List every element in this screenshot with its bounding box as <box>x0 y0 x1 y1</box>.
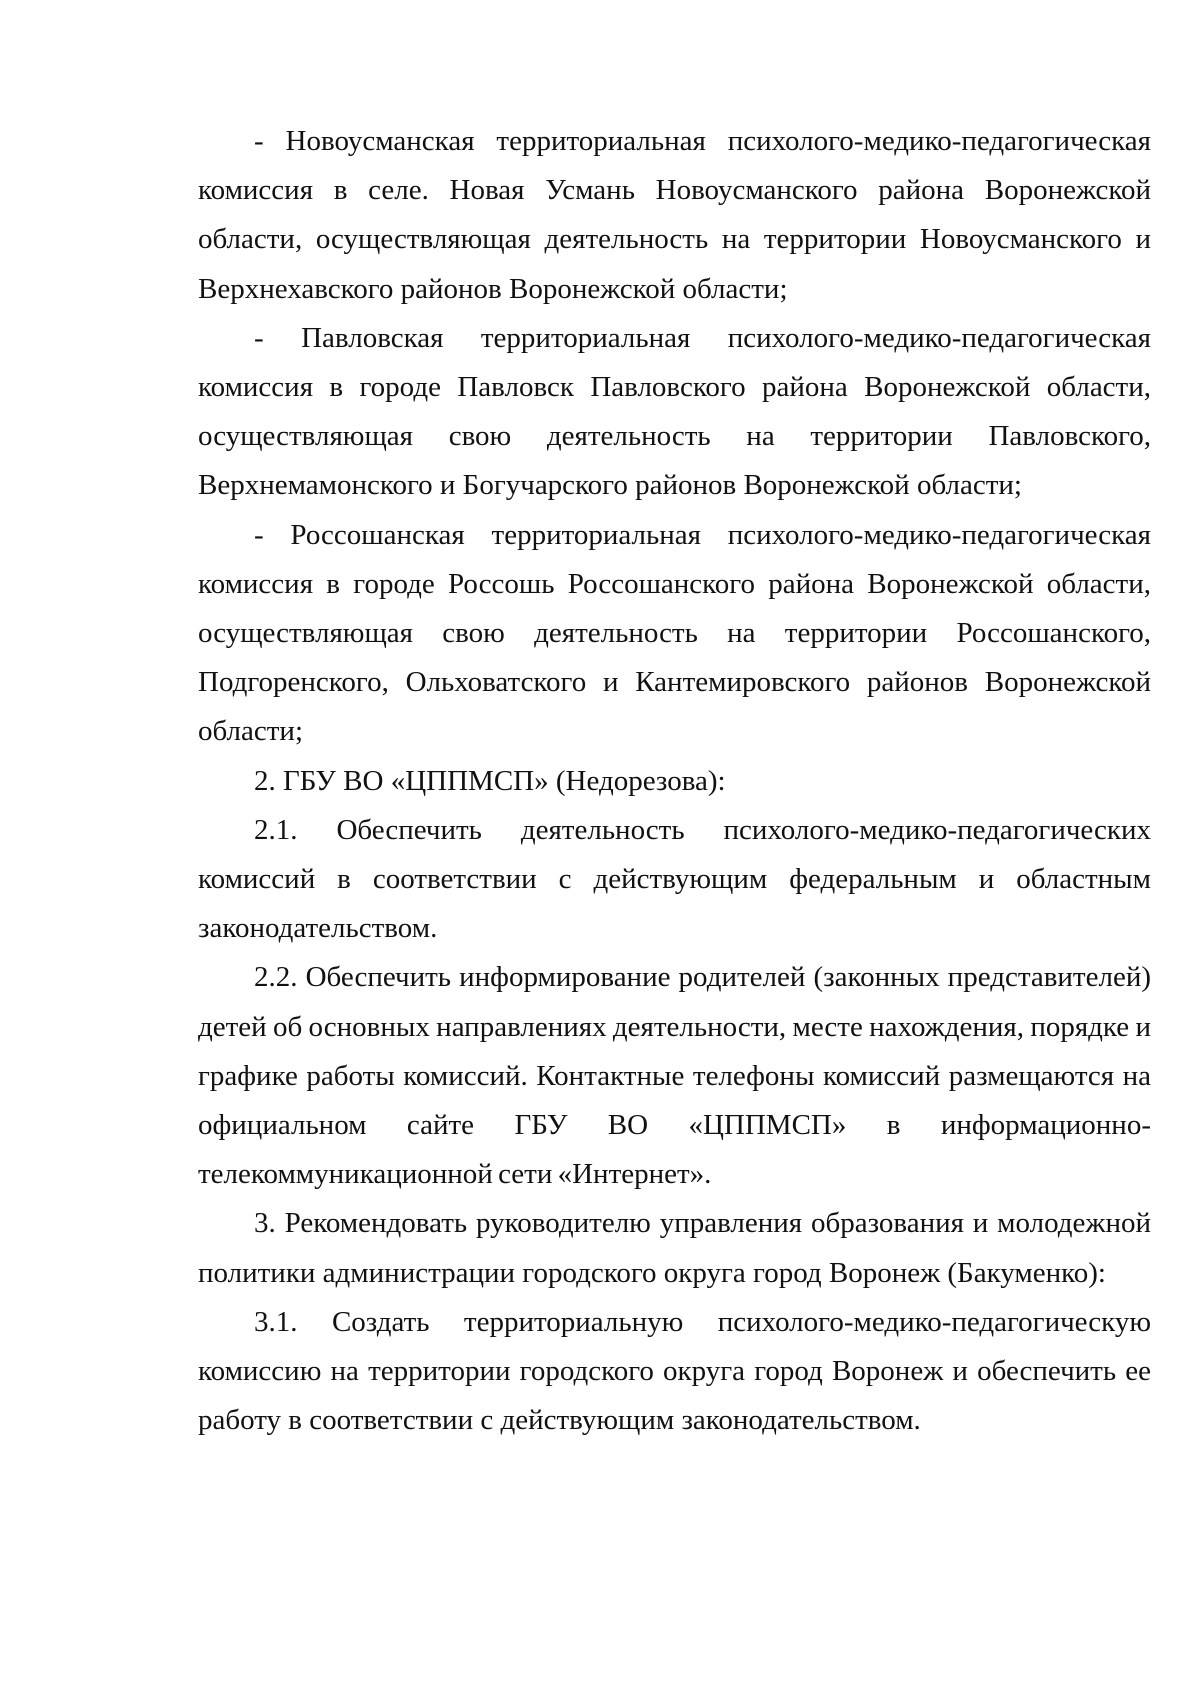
document-body <box>198 117 1151 1445</box>
paragraph-item-2: 2. ГБУ ВО «ЦППМСП» (Недорезова): <box>254 764 726 797</box>
paragraph-rossoshanskaya-commission: - Россошанская территориальная психолого-медико-педагогическая комиссия в городе Россошь Россошанского района Воронежской области, осуществляющая свою деятельность на территории Россошанского, Подгоренского, Ольховатского и Кантемировского районов Воронежской области; <box>198 518 1151 748</box>
paragraph-item-2-1: 2.1. Обеспечить деятельность психолого-медико-педагогических комиссий в соответствии с действующим федеральным и областным законодательством. <box>198 813 1151 945</box>
paragraph-novousmanskaya-commission: - Новоусманская территориальная психолого-медико-педагогическая комиссия в селе. Новая Усмань Новоусманского района Воронежской области, осуществляющая деятельность на территории Новоусманского и Верхнехавского районов Воронежской области; <box>198 125 1151 305</box>
paragraph-item-2-2: 2.2. Обеспечить информирование родителей (законных представителей) детей об основных направлениях деятельности, месте нахождения, порядке и графике работы комиссий. Контактные телефоны комиссий размещаются на официальном сайте ГБУ ВО «ЦППМСП» в информационно-телекоммуникационной сети «Интернет». <box>198 961 1151 1191</box>
paragraph-item-3-1: 3.1. Создать территориальную психолого-медико-педагогическую комиссию на территории городского округа город Воронеж и обеспечить ее работу в соответствии с действующим законодательством. <box>198 1305 1151 1437</box>
paragraph-item-3: 3. Рекомендовать руководителю управления образования и молодежной политики администрации городского округа город Воронеж (Бакуменко): <box>198 1207 1151 1289</box>
paragraph-pavlovskaya-commission: - Павловская территориальная психолого-медико-педагогическая комиссия в городе Павловск Павловского района Воронежской области, осуществляющая свою деятельность на территории Павловского, Верхнемамонского и Богучарского районов Воронежской области; <box>198 321 1151 502</box>
